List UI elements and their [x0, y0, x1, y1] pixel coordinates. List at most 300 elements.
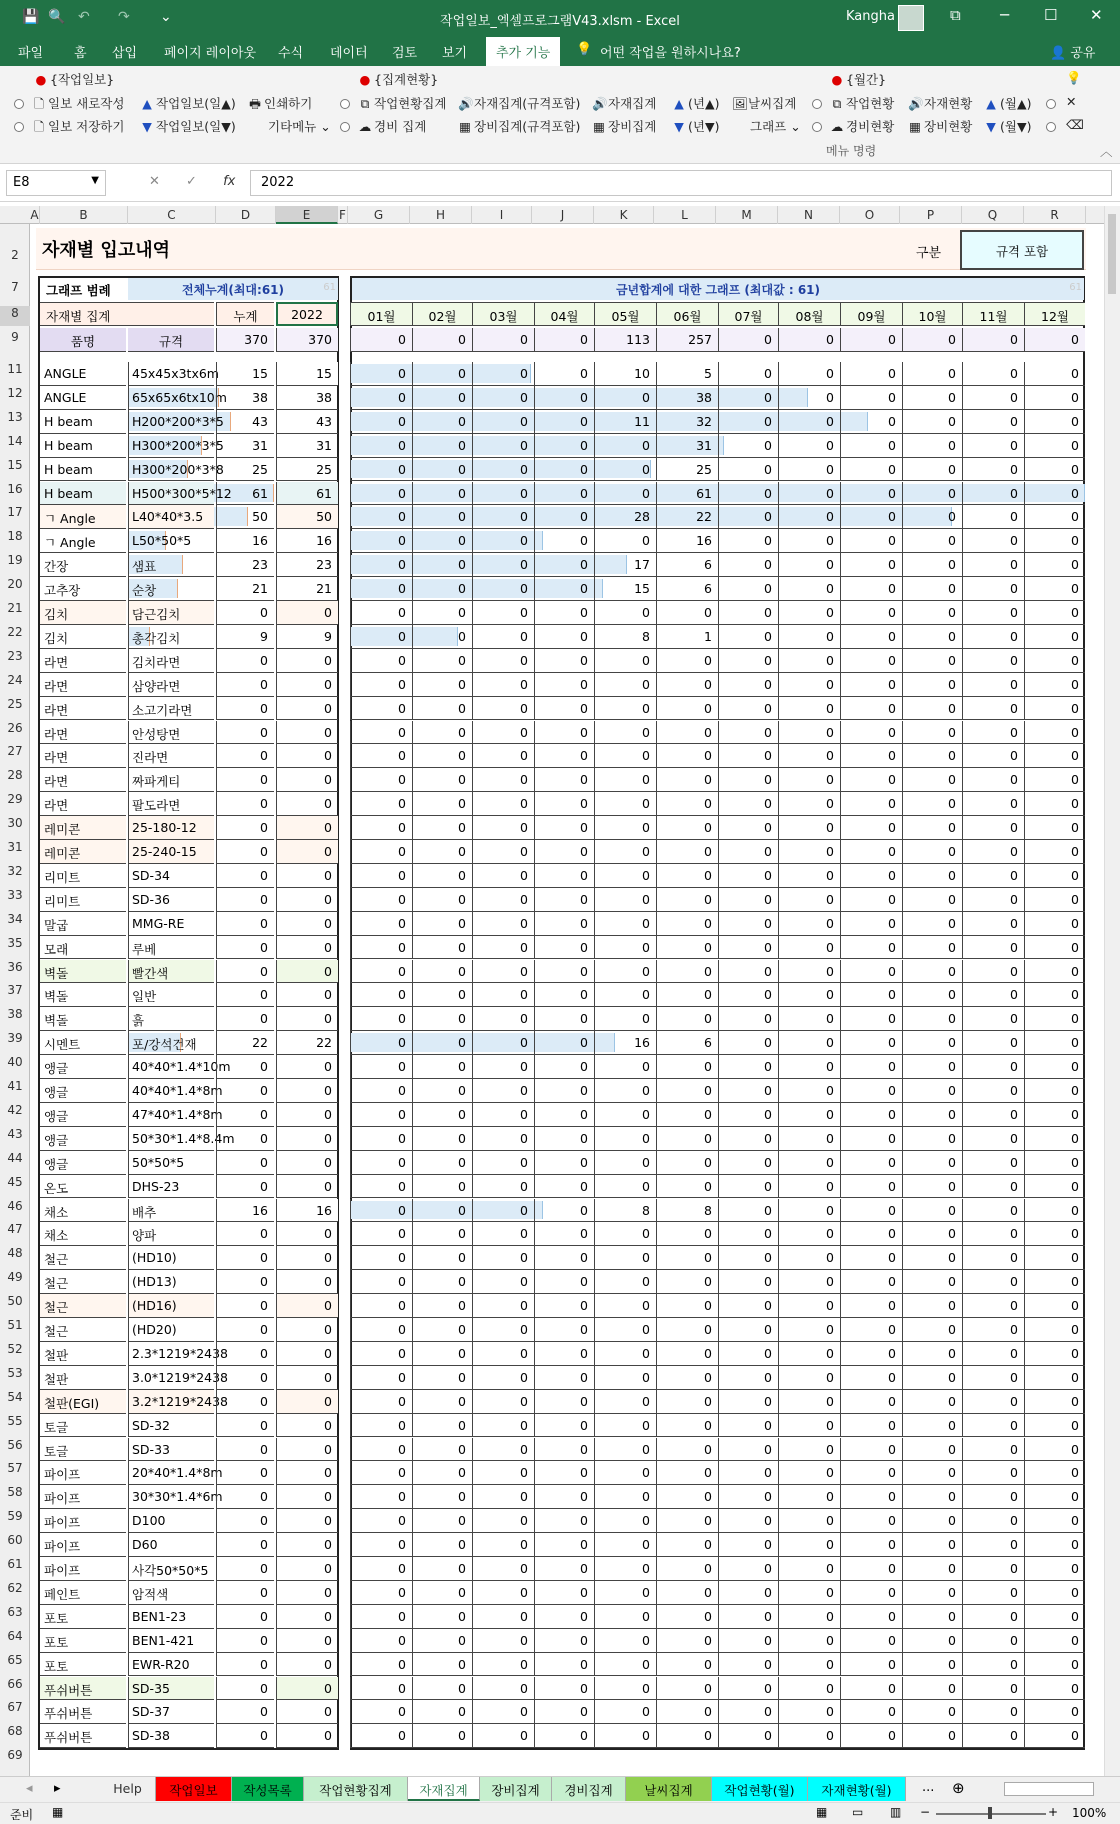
material-spec[interactable]: SD-37: [128, 1700, 214, 1724]
month-value[interactable]: 0: [472, 1175, 534, 1199]
material-spec[interactable]: H300*200*3*8: [128, 458, 214, 482]
month-value[interactable]: 0: [902, 1103, 962, 1127]
month-value[interactable]: 0: [350, 1629, 412, 1653]
month-value[interactable]: 22: [656, 505, 718, 529]
month-value[interactable]: 0: [472, 816, 534, 840]
month-total[interactable]: 113: [594, 328, 656, 352]
month-value[interactable]: 0: [902, 1629, 962, 1653]
page-break-view-icon[interactable]: ▥: [890, 1805, 902, 1819]
row-header[interactable]: 52: [7, 1341, 23, 1356]
month-value[interactable]: 0: [534, 673, 594, 697]
row-header[interactable]: 57: [7, 1461, 23, 1476]
month-value[interactable]: 0: [902, 1199, 962, 1223]
month-value[interactable]: 0: [718, 529, 778, 553]
material-name[interactable]: 레미콘: [40, 816, 126, 840]
month-value[interactable]: 0: [1024, 1653, 1085, 1677]
month-value[interactable]: 0: [1024, 482, 1085, 506]
material-spec[interactable]: 일반: [128, 983, 214, 1007]
material-total[interactable]: 16: [216, 529, 274, 553]
row-header[interactable]: 19: [7, 553, 23, 568]
month-value[interactable]: 0: [594, 1557, 656, 1581]
insert-function-icon[interactable]: fx: [223, 174, 236, 189]
month-value[interactable]: 0: [902, 1175, 962, 1199]
month-value[interactable]: 0: [412, 1605, 472, 1629]
year-up-button[interactable]: [672, 94, 719, 112]
material-name[interactable]: 철근: [40, 1318, 126, 1342]
material-total[interactable]: 0: [216, 697, 274, 721]
month-value[interactable]: 0: [778, 721, 840, 745]
month-value[interactable]: 0: [534, 1246, 594, 1270]
month-header[interactable]: 04월: [534, 302, 594, 326]
column-header[interactable]: L: [654, 206, 716, 224]
month-value[interactable]: 0: [718, 673, 778, 697]
month-value[interactable]: 0: [534, 1103, 594, 1127]
radio-work-month[interactable]: [812, 99, 822, 109]
material-year-total[interactable]: 0: [276, 1533, 338, 1557]
month-value[interactable]: 0: [962, 601, 1024, 625]
material-spec[interactable]: 암적색: [128, 1581, 214, 1605]
month-value[interactable]: 0: [412, 1222, 472, 1246]
month-value[interactable]: 0: [412, 386, 472, 410]
month-value[interactable]: 0: [1024, 1461, 1085, 1485]
month-value[interactable]: 0: [718, 1318, 778, 1342]
month-value[interactable]: 0: [472, 601, 534, 625]
row-header[interactable]: 9: [11, 330, 19, 344]
month-value[interactable]: 0: [902, 912, 962, 936]
row-header[interactable]: 46: [7, 1198, 23, 1213]
month-value[interactable]: 0: [350, 983, 412, 1007]
month-value[interactable]: 0: [472, 840, 534, 864]
month-value[interactable]: 0: [412, 1031, 472, 1055]
normal-view-icon[interactable]: ▦: [816, 1805, 828, 1819]
month-value[interactable]: 0: [718, 1700, 778, 1724]
month-value[interactable]: 0: [350, 410, 412, 434]
material-name[interactable]: 리미트: [40, 888, 126, 912]
month-value[interactable]: 0: [1024, 1485, 1085, 1509]
month-value[interactable]: 61: [656, 482, 718, 506]
material-year-total[interactable]: 0: [276, 1461, 338, 1485]
material-name[interactable]: 파이프: [40, 1557, 126, 1581]
row-header[interactable]: 17: [7, 505, 23, 520]
month-value[interactable]: 0: [840, 458, 902, 482]
month-value[interactable]: 0: [350, 697, 412, 721]
col-name-header[interactable]: 품명: [40, 328, 126, 352]
material-spec[interactable]: EWR-R20: [128, 1653, 214, 1677]
row-header[interactable]: 55: [7, 1413, 23, 1428]
month-value[interactable]: 0: [902, 768, 962, 792]
month-value[interactable]: 0: [840, 1270, 902, 1294]
cancel-icon[interactable]: ✕: [149, 174, 160, 189]
month-value[interactable]: 0: [1024, 1127, 1085, 1151]
month-value[interactable]: 0: [962, 816, 1024, 840]
month-value[interactable]: 0: [656, 1653, 718, 1677]
month-value[interactable]: 0: [534, 1079, 594, 1103]
month-value[interactable]: 25: [656, 458, 718, 482]
month-header[interactable]: 10월: [902, 302, 962, 326]
month-value[interactable]: 0: [656, 1700, 718, 1724]
month-value[interactable]: 0: [962, 888, 1024, 912]
month-value[interactable]: 0: [1024, 1103, 1085, 1127]
material-status-month-button[interactable]: [908, 94, 972, 112]
material-spec[interactable]: BEN1-421: [128, 1629, 214, 1653]
month-value[interactable]: 0: [718, 553, 778, 577]
month-value[interactable]: 0: [472, 1151, 534, 1175]
month-value[interactable]: 0: [412, 864, 472, 888]
month-value[interactable]: 0: [840, 1724, 902, 1748]
material-total[interactable]: 0: [216, 721, 274, 745]
month-value[interactable]: 0: [350, 649, 412, 673]
month-value[interactable]: 0: [412, 1127, 472, 1151]
month-value[interactable]: 0: [778, 1629, 840, 1653]
month-value[interactable]: 0: [472, 960, 534, 984]
month-value[interactable]: 0: [840, 673, 902, 697]
month-value[interactable]: 0: [534, 1390, 594, 1414]
month-value[interactable]: 0: [350, 1222, 412, 1246]
material-year-total[interactable]: 16: [276, 529, 338, 553]
month-value[interactable]: 0: [902, 1222, 962, 1246]
month-value[interactable]: 0: [412, 840, 472, 864]
month-value[interactable]: 0: [350, 1294, 412, 1318]
material-total[interactable]: 0: [216, 1677, 274, 1701]
month-value[interactable]: 0: [472, 1294, 534, 1318]
month-value[interactable]: 0: [902, 1653, 962, 1677]
material-total[interactable]: 0: [216, 1557, 274, 1581]
month-value[interactable]: 0: [472, 1581, 534, 1605]
material-total[interactable]: 0: [216, 649, 274, 673]
month-value[interactable]: 0: [472, 482, 534, 506]
column-header[interactable]: G: [348, 206, 410, 224]
row-header[interactable]: 53: [7, 1365, 23, 1380]
month-value[interactable]: 0: [594, 1151, 656, 1175]
tab-add-ins[interactable]: 추가 기능: [486, 37, 560, 66]
month-value[interactable]: 0: [472, 1509, 534, 1533]
month-value[interactable]: 0: [350, 744, 412, 768]
month-value[interactable]: 0: [472, 936, 534, 960]
month-value[interactable]: 0: [902, 1605, 962, 1629]
month-value[interactable]: 0: [962, 1629, 1024, 1653]
row-header[interactable]: 34: [7, 911, 23, 926]
month-value[interactable]: 0: [962, 792, 1024, 816]
material-year-total[interactable]: 0: [276, 1294, 338, 1318]
month-value[interactable]: 0: [472, 1199, 534, 1223]
tab-view[interactable]: 보기: [442, 46, 468, 61]
material-name[interactable]: 채소: [40, 1222, 126, 1246]
material-name[interactable]: 포토: [40, 1629, 126, 1653]
month-value[interactable]: 0: [594, 601, 656, 625]
month-value[interactable]: 0: [656, 1079, 718, 1103]
month-value[interactable]: 0: [1024, 792, 1085, 816]
month-value[interactable]: 0: [718, 625, 778, 649]
month-value[interactable]: 0: [1024, 1724, 1085, 1748]
month-value[interactable]: 0: [412, 410, 472, 434]
month-value[interactable]: 0: [718, 1175, 778, 1199]
material-spec[interactable]: MMG-RE: [128, 912, 214, 936]
material-total[interactable]: 0: [216, 1700, 274, 1724]
material-total[interactable]: 0: [216, 816, 274, 840]
material-spec[interactable]: SD-33: [128, 1438, 214, 1462]
month-header[interactable]: 03월: [472, 302, 534, 326]
row-header[interactable]: 48: [7, 1246, 23, 1261]
month-value[interactable]: 0: [350, 1199, 412, 1223]
material-spec[interactable]: 40*40*1.4*10m: [128, 1055, 214, 1079]
col-spec-header[interactable]: 규격: [128, 328, 214, 352]
month-value[interactable]: 0: [1024, 362, 1085, 386]
month-value[interactable]: 0: [472, 1246, 534, 1270]
month-value[interactable]: 0: [412, 936, 472, 960]
sum-label[interactable]: 누계: [216, 302, 274, 326]
month-value[interactable]: 0: [656, 1103, 718, 1127]
month-value[interactable]: 0: [534, 1318, 594, 1342]
month-value[interactable]: 0: [902, 482, 962, 506]
month-value[interactable]: 0: [656, 888, 718, 912]
material-name[interactable]: 파이프: [40, 1461, 126, 1485]
material-total[interactable]: 0: [216, 936, 274, 960]
zoom-in-icon[interactable]: +: [1048, 1805, 1059, 1819]
material-name[interactable]: 라면: [40, 697, 126, 721]
month-value[interactable]: 0: [472, 1390, 534, 1414]
month-value[interactable]: 0: [962, 529, 1024, 553]
month-value[interactable]: 0: [962, 1438, 1024, 1462]
material-name[interactable]: 김치: [40, 625, 126, 649]
month-value[interactable]: 16: [594, 1031, 656, 1055]
month-value[interactable]: 0: [1024, 1318, 1085, 1342]
month-header[interactable]: 01월: [350, 302, 412, 326]
material-spec[interactable]: (HD16): [128, 1294, 214, 1318]
month-value[interactable]: 0: [534, 625, 594, 649]
month-value[interactable]: 0: [962, 1509, 1024, 1533]
month-value[interactable]: 0: [718, 1127, 778, 1151]
month-value[interactable]: 0: [350, 362, 412, 386]
month-value[interactable]: 0: [594, 768, 656, 792]
month-value[interactable]: 0: [534, 768, 594, 792]
month-value[interactable]: 0: [350, 1175, 412, 1199]
month-value[interactable]: 0: [840, 1557, 902, 1581]
row-header[interactable]: 7: [11, 280, 19, 294]
row-header[interactable]: 35: [7, 935, 23, 950]
material-name[interactable]: 간장: [40, 553, 126, 577]
material-name[interactable]: 온도: [40, 1175, 126, 1199]
material-spec[interactable]: (HD13): [128, 1270, 214, 1294]
month-value[interactable]: 0: [902, 1246, 962, 1270]
month-value[interactable]: 0: [350, 1151, 412, 1175]
month-value[interactable]: 0: [778, 1485, 840, 1509]
row-header[interactable]: 69: [7, 1748, 23, 1763]
month-value[interactable]: 0: [534, 1294, 594, 1318]
month-value[interactable]: 0: [718, 1461, 778, 1485]
radio-extra-2[interactable]: [1046, 122, 1056, 132]
material-spec[interactable]: H200*200*3*5: [128, 410, 214, 434]
month-value[interactable]: 0: [534, 362, 594, 386]
month-value[interactable]: 0: [1024, 1342, 1085, 1366]
material-year-total[interactable]: 0: [276, 888, 338, 912]
zoom-level[interactable]: 100%: [1072, 1806, 1107, 1820]
month-value[interactable]: 0: [962, 625, 1024, 649]
month-value[interactable]: 0: [718, 744, 778, 768]
month-value[interactable]: 0: [594, 1103, 656, 1127]
month-value[interactable]: 0: [1024, 1079, 1085, 1103]
month-value[interactable]: 0: [902, 410, 962, 434]
material-total[interactable]: 21: [216, 577, 274, 601]
month-value[interactable]: 0: [350, 936, 412, 960]
month-value[interactable]: 0: [412, 768, 472, 792]
month-value[interactable]: 0: [412, 697, 472, 721]
month-value[interactable]: 0: [412, 649, 472, 673]
month-value[interactable]: 0: [962, 864, 1024, 888]
month-value[interactable]: 6: [656, 553, 718, 577]
row-header[interactable]: 45: [7, 1174, 23, 1189]
month-value[interactable]: 0: [350, 1079, 412, 1103]
row-header[interactable]: 30: [7, 816, 23, 831]
month-value[interactable]: 0: [902, 1055, 962, 1079]
month-total[interactable]: 0: [962, 328, 1024, 352]
month-value[interactable]: 6: [656, 1031, 718, 1055]
month-value[interactable]: 0: [350, 1414, 412, 1438]
month-value[interactable]: 0: [1024, 1246, 1085, 1270]
month-value[interactable]: 0: [718, 888, 778, 912]
material-name[interactable]: 라면: [40, 744, 126, 768]
material-name[interactable]: 파이프: [40, 1509, 126, 1533]
month-value[interactable]: 0: [350, 864, 412, 888]
month-value[interactable]: 0: [472, 1079, 534, 1103]
row-header[interactable]: 31: [7, 840, 23, 854]
month-value[interactable]: 0: [350, 505, 412, 529]
month-value[interactable]: 0: [534, 434, 594, 458]
material-spec[interactable]: D100: [128, 1509, 214, 1533]
month-value[interactable]: 0: [656, 1175, 718, 1199]
tab-home[interactable]: 홈: [74, 46, 87, 61]
month-value[interactable]: 0: [778, 673, 840, 697]
month-value[interactable]: 0: [594, 983, 656, 1007]
month-value[interactable]: 0: [840, 1318, 902, 1342]
scroll-thumb[interactable]: [1108, 214, 1116, 294]
material-spec[interactable]: SD-36: [128, 888, 214, 912]
month-value[interactable]: 0: [778, 1079, 840, 1103]
month-value[interactable]: 0: [902, 601, 962, 625]
save-report-button[interactable]: [32, 117, 124, 139]
month-value[interactable]: 0: [472, 697, 534, 721]
material-name[interactable]: 푸쉬버튼: [40, 1700, 126, 1724]
material-spec[interactable]: 25-240-15: [128, 840, 214, 864]
month-value[interactable]: 0: [1024, 1270, 1085, 1294]
material-name[interactable]: 철근: [40, 1246, 126, 1270]
month-value[interactable]: 0: [472, 983, 534, 1007]
month-value[interactable]: 0: [412, 1270, 472, 1294]
material-spec[interactable]: 흙: [128, 1007, 214, 1031]
column-header[interactable]: O: [840, 206, 900, 224]
month-value[interactable]: 0: [594, 1677, 656, 1701]
month-value[interactable]: 0: [350, 840, 412, 864]
month-value[interactable]: 0: [350, 1700, 412, 1724]
month-value[interactable]: 0: [412, 983, 472, 1007]
month-value[interactable]: 0: [594, 1724, 656, 1748]
material-spec[interactable]: 3.0*1219*2438: [128, 1366, 214, 1390]
material-spec[interactable]: SD-34: [128, 864, 214, 888]
month-value[interactable]: 0: [472, 1366, 534, 1390]
month-value[interactable]: 0: [778, 888, 840, 912]
month-value[interactable]: 0: [472, 1605, 534, 1629]
month-value[interactable]: 0: [594, 482, 656, 506]
month-value[interactable]: 0: [656, 1557, 718, 1581]
month-value[interactable]: 0: [350, 577, 412, 601]
month-value[interactable]: 0: [656, 816, 718, 840]
month-value[interactable]: 0: [902, 673, 962, 697]
material-year-total[interactable]: 0: [276, 768, 338, 792]
month-value[interactable]: 0: [594, 1294, 656, 1318]
month-value[interactable]: 15: [594, 577, 656, 601]
month-value[interactable]: 0: [778, 1103, 840, 1127]
month-value[interactable]: 0: [778, 768, 840, 792]
month-total[interactable]: 0: [1024, 328, 1085, 352]
month-value[interactable]: 0: [1024, 697, 1085, 721]
month-value[interactable]: 0: [656, 1629, 718, 1653]
material-name[interactable]: ㄱ Angle: [40, 529, 126, 553]
month-value[interactable]: 0: [472, 362, 534, 386]
material-total[interactable]: 0: [216, 1653, 274, 1677]
month-value[interactable]: 0: [778, 362, 840, 386]
month-value[interactable]: 0: [1024, 1366, 1085, 1390]
month-value[interactable]: 0: [350, 1653, 412, 1677]
month-value[interactable]: 0: [412, 1199, 472, 1223]
month-value[interactable]: 0: [1024, 1414, 1085, 1438]
month-value[interactable]: 0: [594, 1509, 656, 1533]
material-total[interactable]: 0: [216, 1629, 274, 1653]
material-total[interactable]: 0: [216, 1461, 274, 1485]
month-value[interactable]: 0: [534, 816, 594, 840]
material-spec[interactable]: 50*50*5: [128, 1151, 214, 1175]
material-total[interactable]: 15: [216, 362, 274, 386]
material-year-total[interactable]: 25: [276, 458, 338, 482]
ribbon-display-icon[interactable]: ⧉: [950, 6, 961, 24]
work-summary-button[interactable]: [358, 94, 446, 112]
month-value[interactable]: 0: [350, 529, 412, 553]
material-year-total[interactable]: 0: [276, 1175, 338, 1199]
material-spec[interactable]: 65x65x6tx10m: [128, 386, 214, 410]
sheet-tab[interactable]: 장비집계: [480, 1777, 552, 1801]
month-value[interactable]: 0: [778, 912, 840, 936]
month-value[interactable]: 0: [656, 721, 718, 745]
material-spec[interactable]: 짜파게티: [128, 768, 214, 792]
month-value[interactable]: 0: [778, 1222, 840, 1246]
material-year-total[interactable]: 0: [276, 1366, 338, 1390]
material-name[interactable]: 앵글: [40, 1103, 126, 1127]
month-total[interactable]: 0: [534, 328, 594, 352]
month-value[interactable]: 0: [840, 721, 902, 745]
month-value[interactable]: 0: [412, 912, 472, 936]
month-value[interactable]: 0: [656, 768, 718, 792]
material-total[interactable]: 0: [216, 1055, 274, 1079]
month-value[interactable]: 0: [718, 601, 778, 625]
month-value[interactable]: 0: [840, 1414, 902, 1438]
month-value[interactable]: 0: [778, 960, 840, 984]
month-value[interactable]: 0: [962, 386, 1024, 410]
month-value[interactable]: 0: [412, 1509, 472, 1533]
material-spec[interactable]: 총각김치: [128, 625, 214, 649]
row-header[interactable]: 20: [7, 577, 23, 592]
month-header[interactable]: 07월: [718, 302, 778, 326]
month-value[interactable]: 0: [840, 1103, 902, 1127]
month-value[interactable]: 0: [778, 482, 840, 506]
month-value[interactable]: 0: [840, 1629, 902, 1653]
month-value[interactable]: 0: [962, 1270, 1024, 1294]
month-value[interactable]: 0: [412, 888, 472, 912]
material-total[interactable]: 0: [216, 1366, 274, 1390]
material-name[interactable]: 파이프: [40, 1485, 126, 1509]
row-header[interactable]: 12: [7, 385, 23, 400]
expense-status-month-button[interactable]: [830, 117, 894, 135]
month-value[interactable]: 0: [656, 1151, 718, 1175]
month-value[interactable]: 0: [534, 482, 594, 506]
weather-summary-button[interactable]: [732, 94, 796, 112]
